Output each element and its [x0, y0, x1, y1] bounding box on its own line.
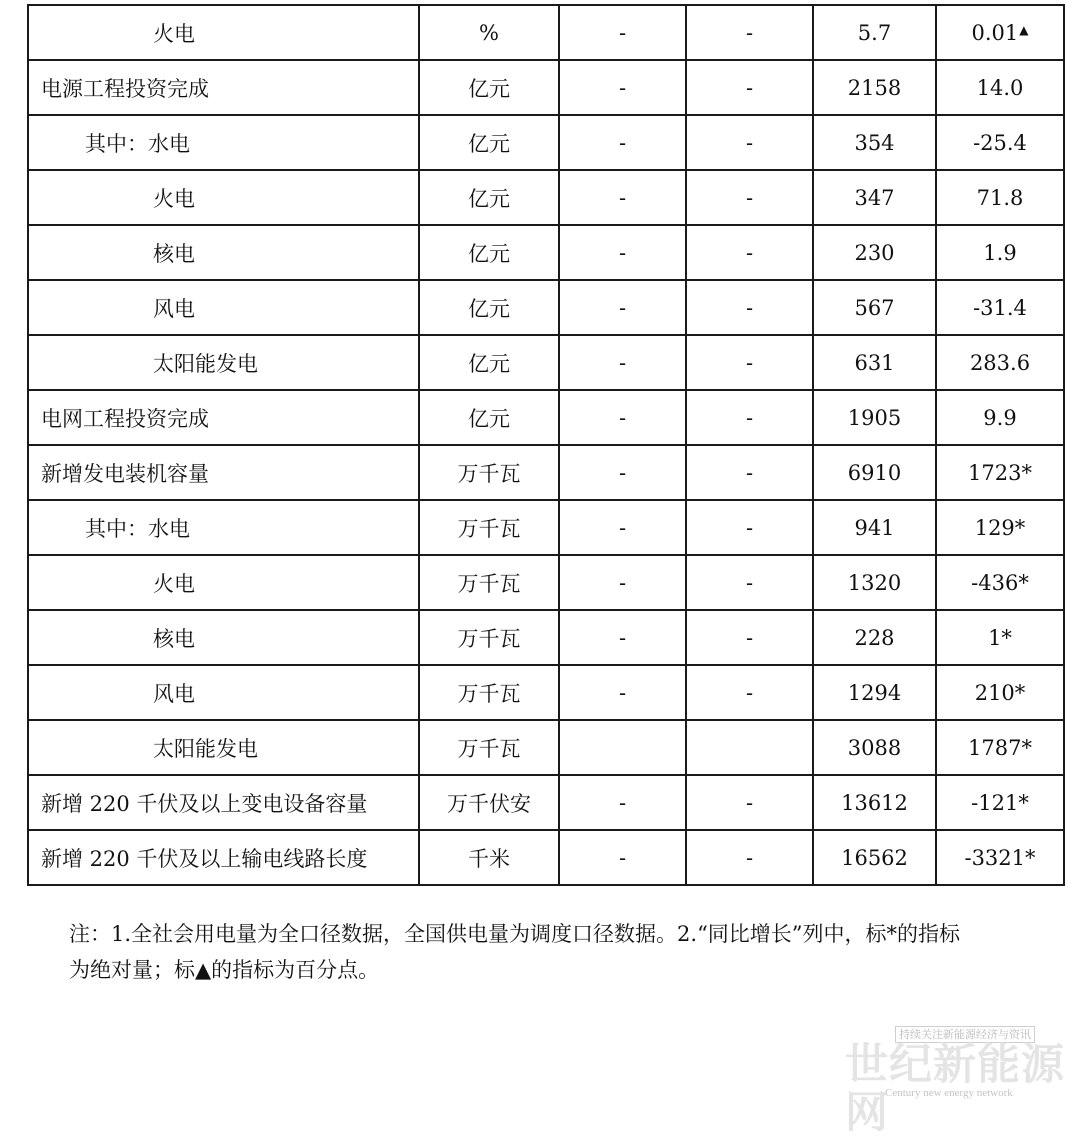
row-name-cell [28, 115, 419, 170]
row-col3: - [618, 350, 627, 375]
watermark-subtitle: Century new energy network [885, 1087, 1013, 1099]
row-yoy-cell [936, 170, 1064, 225]
row-yoy-cell [936, 500, 1064, 555]
row-col3-cell [559, 225, 686, 280]
row-col3-cell [559, 390, 686, 445]
row-value-cell [813, 555, 936, 610]
row-value: 1320 [847, 570, 902, 595]
row-col3: - [618, 75, 627, 100]
row-name-cell [28, 335, 419, 390]
row-value: 631 [854, 350, 895, 375]
row-value-cell [813, 60, 936, 115]
table-row [28, 335, 1064, 390]
row-unit: 千米 [468, 846, 510, 871]
row-value-cell [813, 390, 936, 445]
row-col3-cell [559, 720, 686, 775]
row-unit-cell [419, 445, 559, 500]
row-col3-cell [559, 445, 686, 500]
row-yoy: 1787* [968, 735, 1032, 760]
row-col4: - [745, 680, 754, 705]
row-yoy: -436* [971, 570, 1029, 595]
row-col3: - [618, 240, 627, 265]
row-col4: - [745, 20, 754, 45]
row-name: 其中：水电 [85, 516, 190, 541]
row-value: 228 [854, 625, 895, 650]
row-col3: - [618, 680, 627, 705]
row-yoy-cell [936, 280, 1064, 335]
row-yoy-cell [936, 665, 1064, 720]
row-col3-cell [559, 665, 686, 720]
row-value: 347 [854, 185, 895, 210]
row-name: 新增 220 千伏及以上变电设备容量 [41, 791, 368, 816]
table-row [28, 610, 1064, 665]
row-yoy-cell [936, 445, 1064, 500]
row-unit: 万千瓦 [457, 571, 521, 596]
row-name-cell [28, 665, 419, 720]
row-col4: - [745, 570, 754, 595]
row-name-cell [28, 500, 419, 555]
row-unit: 亿元 [468, 241, 510, 266]
statistics-table [27, 4, 1065, 886]
row-name: 电源工程投资完成 [41, 76, 209, 101]
row-name-cell [28, 225, 419, 280]
row-col4-cell [686, 775, 813, 830]
row-unit-cell [419, 610, 559, 665]
row-unit-cell [419, 390, 559, 445]
row-yoy: -121* [971, 790, 1029, 815]
row-unit: 万千瓦 [457, 516, 521, 541]
row-unit: % [479, 20, 499, 45]
row-yoy-cell [936, 5, 1064, 60]
row-col3: - [618, 130, 627, 155]
row-col4: - [745, 185, 754, 210]
row-unit-cell [419, 225, 559, 280]
row-value: 6910 [847, 460, 902, 485]
row-col4: - [745, 460, 754, 485]
note-line-1: 注：1.全社会用电量为全口径数据，全国供电量为调度口径数据。2.“同比增长”列中，标*的指标 [69, 922, 961, 946]
row-name: 火电 [153, 21, 195, 46]
row-col4-cell [686, 610, 813, 665]
row-unit-cell [419, 775, 559, 830]
row-col4-cell [686, 555, 813, 610]
row-yoy-cell [936, 60, 1064, 115]
row-yoy: 210* [974, 680, 1026, 705]
row-col3: - [618, 625, 627, 650]
row-yoy-cell [936, 115, 1064, 170]
row-value-cell [813, 280, 936, 335]
row-unit: 万千瓦 [457, 736, 521, 761]
table-row [28, 445, 1064, 500]
row-name: 火电 [153, 186, 195, 211]
row-value: 2158 [847, 75, 902, 100]
row-name: 太阳能发电 [153, 351, 258, 376]
row-name: 火电 [153, 571, 195, 596]
row-yoy-cell [936, 830, 1064, 885]
row-col4: - [745, 845, 754, 870]
row-col3-cell [559, 335, 686, 390]
row-col4-cell [686, 445, 813, 500]
table-row [28, 115, 1064, 170]
row-unit-cell [419, 280, 559, 335]
percentage-point-marker-icon: ▲ [1019, 22, 1029, 37]
row-yoy-cell [936, 775, 1064, 830]
row-unit: 亿元 [468, 351, 510, 376]
row-col4-cell [686, 5, 813, 60]
row-unit-cell [419, 115, 559, 170]
row-value: 567 [854, 295, 895, 320]
row-col4-cell [686, 115, 813, 170]
row-unit-cell [419, 335, 559, 390]
row-col3-cell [559, 115, 686, 170]
row-col3: - [618, 405, 627, 430]
row-unit-cell [419, 500, 559, 555]
row-col4: - [745, 240, 754, 265]
row-unit-cell [419, 170, 559, 225]
row-name: 电网工程投资完成 [41, 406, 209, 431]
table-row [28, 60, 1064, 115]
row-col4-cell [686, 280, 813, 335]
row-name: 核电 [153, 241, 195, 266]
row-yoy-cell [936, 555, 1064, 610]
table-row [28, 280, 1064, 335]
row-value: 13612 [841, 790, 908, 815]
row-name: 太阳能发电 [153, 736, 258, 761]
row-col3: - [618, 845, 627, 870]
row-col3: - [618, 295, 627, 320]
row-unit-cell [419, 60, 559, 115]
row-name-cell [28, 775, 419, 830]
row-unit: 亿元 [468, 406, 510, 431]
row-col4: - [745, 405, 754, 430]
row-value-cell [813, 775, 936, 830]
row-col4: - [745, 75, 754, 100]
row-yoy-cell [936, 335, 1064, 390]
table-body [28, 5, 1064, 885]
row-value: 3088 [847, 735, 902, 760]
row-col4-cell [686, 170, 813, 225]
row-col3: - [618, 185, 627, 210]
watermark-tagline: 持续关注新能源经济与资讯 [895, 1026, 1035, 1043]
table-note [69, 916, 1049, 988]
watermark-title: 世纪新能源网 [845, 1040, 1065, 1138]
row-unit-cell [419, 720, 559, 775]
row-unit-cell [419, 5, 559, 60]
row-col4-cell [686, 500, 813, 555]
table-row [28, 665, 1064, 720]
row-value: 1905 [847, 405, 902, 430]
row-value-cell [813, 500, 936, 555]
row-col3-cell [559, 60, 686, 115]
row-name-cell [28, 720, 419, 775]
row-unit: 亿元 [468, 131, 510, 156]
row-col3-cell [559, 500, 686, 555]
row-yoy: 9.9 [983, 405, 1017, 430]
row-name: 其中：水电 [85, 131, 190, 156]
row-value: 230 [854, 240, 895, 265]
row-value: 5.7 [857, 20, 892, 45]
row-unit-cell [419, 665, 559, 720]
table-row [28, 775, 1064, 830]
table-row [28, 500, 1064, 555]
row-name-cell [28, 280, 419, 335]
row-name: 核电 [153, 626, 195, 651]
row-yoy-cell [936, 610, 1064, 665]
row-value-cell [813, 115, 936, 170]
row-yoy: 0.01 [971, 20, 1019, 45]
row-name-cell [28, 610, 419, 665]
row-name: 风电 [153, 296, 195, 321]
row-unit: 万千瓦 [457, 461, 521, 486]
row-col3: - [618, 570, 627, 595]
row-unit: 万千伏安 [447, 791, 531, 816]
row-name-cell [28, 60, 419, 115]
table-row [28, 170, 1064, 225]
row-col4-cell [686, 665, 813, 720]
row-name: 新增发电装机容量 [41, 461, 209, 486]
row-value-cell [813, 335, 936, 390]
row-value-cell [813, 720, 936, 775]
row-yoy: 283.6 [969, 350, 1031, 375]
row-unit: 万千瓦 [457, 626, 521, 651]
row-col3: - [618, 515, 627, 540]
row-unit-cell [419, 830, 559, 885]
row-name: 新增 220 千伏及以上输电线路长度 [41, 846, 368, 871]
row-col4-cell [686, 225, 813, 280]
row-col3: - [618, 20, 627, 45]
table-row [28, 5, 1064, 60]
row-value-cell [813, 5, 936, 60]
row-yoy: 1* [988, 625, 1012, 650]
row-col4: - [745, 130, 754, 155]
row-name-cell [28, 830, 419, 885]
row-name-cell [28, 390, 419, 445]
row-name-cell [28, 445, 419, 500]
row-col3: - [618, 790, 627, 815]
row-yoy: 129* [974, 515, 1026, 540]
row-name-cell [28, 5, 419, 60]
table-row [28, 720, 1064, 775]
row-col4: - [745, 295, 754, 320]
row-name: 风电 [153, 681, 195, 706]
table-row [28, 555, 1064, 610]
row-col3-cell [559, 610, 686, 665]
row-value-cell [813, 665, 936, 720]
row-col3-cell [559, 280, 686, 335]
row-col3-cell [559, 775, 686, 830]
row-yoy: -25.4 [973, 130, 1027, 155]
table-row [28, 225, 1064, 280]
note-line-2: 为绝对量；标▲的指标为百分点。 [69, 958, 380, 982]
row-col3-cell [559, 170, 686, 225]
row-col3-cell [559, 555, 686, 610]
row-yoy: 1723* [968, 460, 1032, 485]
row-yoy-cell [936, 390, 1064, 445]
row-col4-cell [686, 60, 813, 115]
row-col4: - [745, 790, 754, 815]
row-unit: 万千瓦 [457, 681, 521, 706]
row-yoy: 71.8 [976, 185, 1024, 210]
row-yoy: -3321* [964, 845, 1036, 870]
table-row [28, 830, 1064, 885]
row-value: 941 [854, 515, 895, 540]
row-col3-cell [559, 830, 686, 885]
row-value: 1294 [847, 680, 902, 705]
row-name-cell [28, 555, 419, 610]
table-row [28, 390, 1064, 445]
row-col4-cell [686, 335, 813, 390]
row-value: 354 [854, 130, 895, 155]
row-yoy: -31.4 [973, 295, 1027, 320]
row-yoy: 1.9 [983, 240, 1017, 265]
row-unit: 亿元 [468, 296, 510, 321]
row-value-cell [813, 225, 936, 280]
row-value-cell [813, 830, 936, 885]
row-value: 16562 [841, 845, 908, 870]
row-unit: 亿元 [468, 186, 510, 211]
row-col4: - [745, 625, 754, 650]
row-name-cell [28, 170, 419, 225]
row-col4-cell [686, 830, 813, 885]
row-value-cell [813, 170, 936, 225]
row-col4: - [745, 515, 754, 540]
row-yoy: 14.0 [976, 75, 1024, 100]
row-yoy-cell [936, 720, 1064, 775]
row-unit-cell [419, 555, 559, 610]
row-col3-cell [559, 5, 686, 60]
row-col4-cell [686, 390, 813, 445]
row-col3: - [618, 460, 627, 485]
row-value-cell [813, 445, 936, 500]
row-col4-cell [686, 720, 813, 775]
watermark-logo [845, 1026, 1075, 1138]
row-unit: 亿元 [468, 76, 510, 101]
row-value-cell [813, 610, 936, 665]
row-col4: - [745, 350, 754, 375]
row-yoy-cell [936, 225, 1064, 280]
